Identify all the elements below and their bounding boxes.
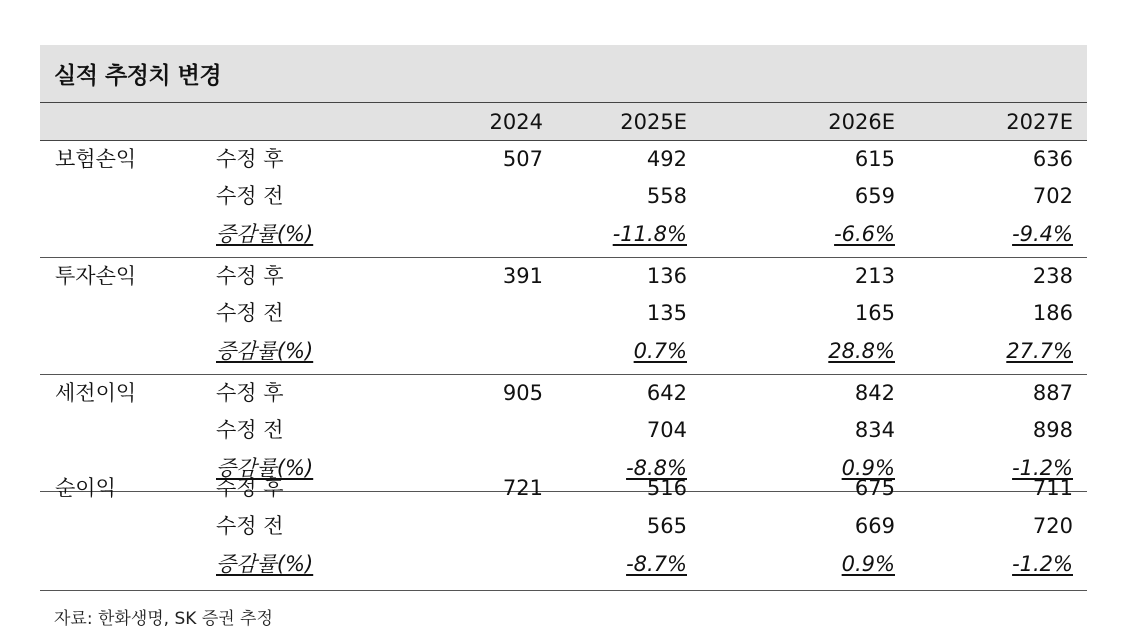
cell-value: 711 <box>1032 476 1073 500</box>
cell-change: -1.2% <box>1012 456 1073 480</box>
row-label-before: 수정 전 <box>216 514 284 538</box>
cell-value: 669 <box>854 514 895 538</box>
cell-change: 27.7% <box>1006 339 1073 363</box>
table-title-bar <box>40 45 1087 102</box>
cell-value: 834 <box>854 418 895 442</box>
row-label-after: 수정 후 <box>216 476 284 500</box>
cell-value: 238 <box>1032 264 1073 288</box>
cell-value: 659 <box>854 184 895 208</box>
cell-value: 558 <box>646 184 687 208</box>
table-group-investment-profit <box>40 258 1087 375</box>
cell-value: 492 <box>646 147 687 171</box>
cell-value: 136 <box>646 264 687 288</box>
cell-change: -8.7% <box>626 552 687 576</box>
column-header-2024: 2024 <box>489 110 543 134</box>
cell-change: -9.4% <box>1012 222 1073 246</box>
cell-change: -6.6% <box>834 222 895 246</box>
metric-label: 순이익 <box>55 476 116 500</box>
cell-change: 0.9% <box>841 456 895 480</box>
cell-value: 186 <box>1032 301 1073 325</box>
metric-label: 세전이익 <box>55 381 137 405</box>
cell-value: 721 <box>502 476 543 500</box>
row-label-after: 수정 후 <box>216 381 284 405</box>
cell-value: 165 <box>854 301 895 325</box>
cell-value: 516 <box>646 476 687 500</box>
cell-value: 887 <box>1032 381 1073 405</box>
table-group-net-profit <box>40 472 1087 591</box>
cell-value: 135 <box>646 301 687 325</box>
column-header-2025e: 2025E <box>620 110 687 134</box>
row-label-change: 증감률(%) <box>216 456 314 480</box>
column-header-2026e: 2026E <box>828 110 895 134</box>
cell-change: -11.8% <box>612 222 687 246</box>
row-label-after: 수정 후 <box>216 147 284 171</box>
row-label-after: 수정 후 <box>216 264 284 288</box>
cell-value: 842 <box>854 381 895 405</box>
table-title: 실적 추정치 변경 <box>54 63 222 89</box>
table-header-row <box>40 102 1087 141</box>
cell-value: 391 <box>502 264 543 288</box>
cell-value: 507 <box>502 147 543 171</box>
cell-value: 636 <box>1032 147 1073 171</box>
cell-change: -1.2% <box>1012 552 1073 576</box>
row-label-before: 수정 전 <box>216 418 284 442</box>
cell-value: 704 <box>646 418 687 442</box>
row-label-change: 증감률(%) <box>216 222 314 246</box>
cell-change: 0.7% <box>633 339 687 363</box>
cell-value: 615 <box>854 147 895 171</box>
cell-change: 0.9% <box>841 552 895 576</box>
cell-value: 720 <box>1032 514 1073 538</box>
cell-value: 565 <box>646 514 687 538</box>
row-label-change: 증감률(%) <box>216 339 314 363</box>
row-label-before: 수정 전 <box>216 184 284 208</box>
source-note: 자료: 한화생명, SK 증권 추정 <box>54 609 273 629</box>
row-label-change: 증감률(%) <box>216 552 314 576</box>
cell-value: 213 <box>854 264 895 288</box>
cell-value: 642 <box>646 381 687 405</box>
metric-label: 투자손익 <box>55 264 137 288</box>
cell-value: 898 <box>1032 418 1073 442</box>
column-header-2027e: 2027E <box>1006 110 1073 134</box>
cell-change: 28.8% <box>828 339 895 363</box>
cell-value: 675 <box>854 476 895 500</box>
cell-value: 702 <box>1032 184 1073 208</box>
cell-change: -8.8% <box>626 456 687 480</box>
row-label-before: 수정 전 <box>216 301 284 325</box>
table-group-insurance-profit <box>40 141 1087 258</box>
cell-value: 905 <box>502 381 543 405</box>
metric-label: 보험손익 <box>55 147 137 171</box>
